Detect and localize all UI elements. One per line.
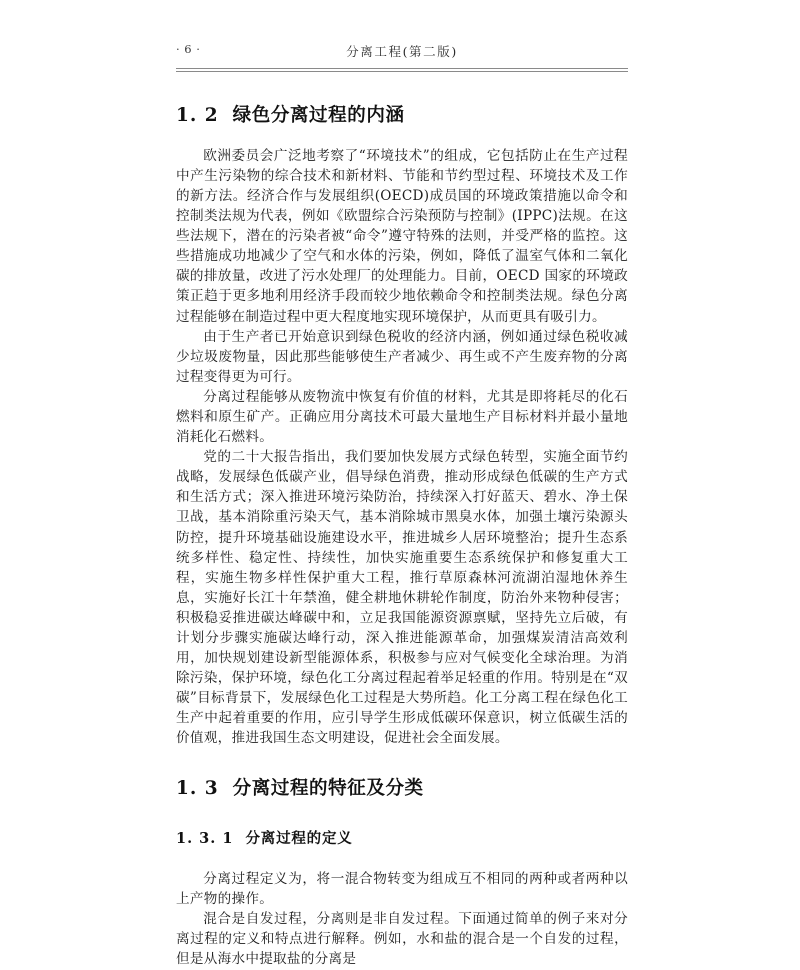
paragraph: 由于生产者已开始意识到绿色税收的经济内涵，例如通过绿色税收减少垃圾废物量，因此那些能够使生产者减少、再生或不产生废弃物的分离过程变得更为可行。 xyxy=(176,328,628,385)
running-title: 分离工程(第二版) xyxy=(346,44,458,59)
section-title: 分离过程的特征及分类 xyxy=(232,777,424,799)
spacer xyxy=(176,851,628,869)
section-title: 绿色分离过程的内涵 xyxy=(232,105,405,126)
paragraph: 分离过程定义为，将一混合物转变为组成互不相同的两种或者两种以上产物的操作。 xyxy=(176,871,628,908)
spacer xyxy=(176,749,628,775)
section-number: 1. 2 xyxy=(176,105,219,126)
paragraph: 分离过程能够从废物流中恢复有价值的材料，尤其是即将耗尽的化石燃料和原生矿产。正确应用分离技术可最大量地生产目标材料并最小量地消耗化石燃料。 xyxy=(176,388,628,446)
subsection-title: 分离过程的定义 xyxy=(245,831,353,848)
header-rule-line-top xyxy=(176,68,628,69)
text-column xyxy=(176,88,628,970)
header-rule-line-bottom xyxy=(176,71,628,72)
section-heading-1-3 xyxy=(176,775,628,803)
spacer xyxy=(176,802,628,828)
page-header xyxy=(176,42,628,64)
section-number: 1. 3 xyxy=(176,777,219,799)
section-heading-1-2 xyxy=(176,102,628,130)
subsection-number: 1. 3. 1 xyxy=(176,830,234,848)
paragraph: 党的二十大报告指出，我们要加快发展方式绿色转型，实施全面节约战略，发展绿色低碳产业，倡导绿色消费，推动形成绿色低碳的生产方式和生活方式；深入推进环境污染防治，持续深入打好蓝天、碧水、净土保卫战，基本消除重污染天气，基本消除城市黑臭水体，加强土壤污染源头防控，提升环境基础设施建设水平，推进城乡人居环境整治；提升生态系统多样性、稳定性、持续性，加快实施重要生态系统保护和修复重大工程，实施生物多样性保护重大工程，推行草原森林河流湖泊湿地休养生息，实施好长江十年禁渔，健全耕地休耕轮作制度，防治外来物种侵害；积极稳妥推进碳达峰碳中和，立足我国能源资源禀赋，坚持先立后破，有计划分步骤实施碳达峰行动，深入推进能源革命，加强煤炭清洁高效利用，加快规划建设新型能源体系，积极参与应对气候变化全球治理。为消除污染，保护环境，绿色化工分离过程起着举足轻重的作用。特别是在“双碳”目标背景下，发展绿色化工过程是大势所趋。化工分离工程在绿色化工生产中起着重要的作用，应引导学生形成低碳环保意识，树立低碳生活的价值观，推进我国生态文明建设，促进社会全面发展。 xyxy=(176,449,628,747)
paragraph: 欧洲委员会广泛地考察了“环境技术”的组成，它包括防止在生产过程中产生污染物的综合技术和新材料、节能和节约型过程、环境技术及工作的新方法。经济合作与发展组织(OECD)成员国的环境政策措施以命令和控制类法规为代表，例如《欧盟综合污染预防与控制》(IPPC)法规。在这些法规下，潜在的污染者被“命令”遵守特殊的法则，并受严格的监控。这些措施成功地减少了空气和水体的污染，例如，降低了温室气体和二氧化碳的排放量，改进了污水处理厂的处理能力。目前，OECD 国家的环境政策正趋于更多地利用经济手段而较少地依赖命令和控制类法规。绿色分离过程能够在制造过程中更大程度地实现环境保护，从而更具有吸引力。 xyxy=(176,147,628,325)
spacer xyxy=(176,88,628,102)
header-rule xyxy=(176,68,628,72)
spacer xyxy=(176,130,628,146)
paragraph: 混合是自发过程，分离则是非自发过程。下面通过简单的例子来对分离过程的定义和特点进行解释。例如，水和盐的混合是一个自发的过程，但是从海水中提取盐的分离是 xyxy=(176,911,628,968)
subsection-heading-1-3-1 xyxy=(176,828,628,851)
page-number: · 6 · xyxy=(176,42,201,56)
